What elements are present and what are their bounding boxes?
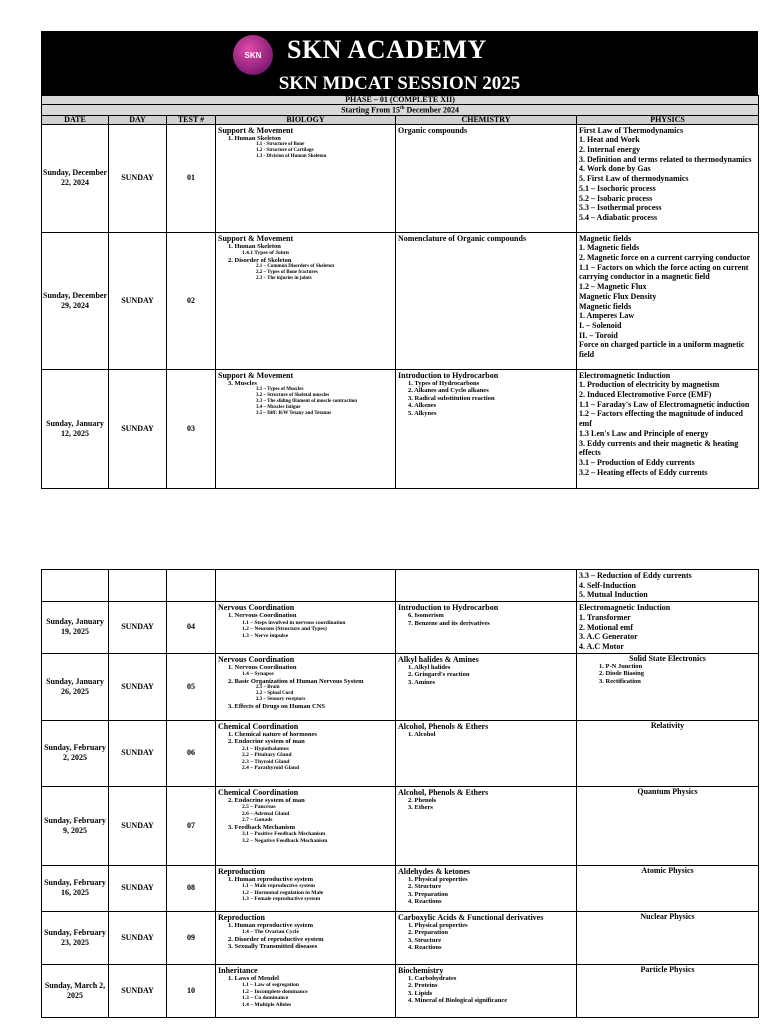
topic-line: 3. Preparation — [408, 890, 448, 898]
topic-line: 2. Preparation — [408, 929, 448, 937]
topic-line: Biochemistry — [398, 965, 444, 975]
topic-line: 1.3 Len's Law and Principle of energy — [579, 428, 709, 438]
topic-line: 3.4 – Muscles fatigue — [256, 405, 301, 411]
topic-line: 1. Magnetic fields — [579, 243, 640, 253]
topic-line: 1.1 – Faraday's Law of Electromagnetic induction — [579, 399, 750, 409]
physics-cell — [577, 720, 759, 786]
topic-line: 1. Production of electricity by magnetism — [579, 380, 720, 390]
topic-line: 1.4.1 Types of Joints — [242, 250, 290, 257]
topic-line: 1. Human Skeleton — [228, 134, 281, 142]
topic-line: 3. Rectification — [599, 677, 641, 685]
topic-line: 2. Disorder of Skeleton — [228, 256, 292, 264]
topic-line: 2. Proteins — [408, 982, 438, 990]
table-row — [42, 911, 759, 964]
topic-line: 2. Basic Organization of Human Nervous System — [228, 677, 364, 685]
topic-line: 3.5 – Diff: B/W Tetany and Tetanus — [256, 411, 332, 417]
topic-line: 2.3 – Thyroid Gland — [242, 758, 290, 765]
biology-cell — [216, 964, 396, 1017]
topic-line: 1. P-N Junction — [599, 662, 643, 670]
topic-line: 2.1 – Hypothalamus — [242, 745, 289, 752]
col-day: DAY — [109, 115, 167, 124]
topic-line: 2.2 – Types of Bone fractures — [256, 270, 318, 276]
chemistry-cell — [396, 570, 577, 602]
date-cell: Sunday, December 22, 2024 — [42, 124, 109, 232]
topic-line: 3. Feedback Mechanism — [228, 823, 295, 831]
topic-line: 5. Mutual Induction — [579, 590, 648, 600]
day-cell: SUNDAY — [109, 232, 167, 369]
topic-line: 1.3 – Co dominance — [242, 995, 289, 1002]
table-row — [42, 369, 759, 488]
day-cell: SUNDAY — [109, 602, 167, 654]
topic-line: 2. Endocrine system of man — [228, 796, 305, 804]
topic-line: 1. Physical properties — [408, 875, 468, 883]
col-test: TEST # — [167, 115, 216, 124]
topic-line: Magnetic fields — [579, 233, 632, 243]
topic-line: Force on charged particle in a uniform magnetic field — [579, 340, 745, 360]
topic-line: 1.4 – The Ovarian Cycle — [242, 929, 299, 936]
day-cell: SUNDAY — [109, 720, 167, 786]
day-cell: SUNDAY — [109, 369, 167, 488]
physics-cell — [577, 911, 759, 964]
topic-line: Nervous Coordination — [218, 654, 295, 664]
topic-line: 1.2 - Structure of Cartilage — [256, 148, 314, 154]
topic-line: Nomenclature of Organic compounds — [398, 233, 527, 243]
topic-line: 6. Isomerism — [408, 612, 444, 620]
topic-line: Alcohol, Phenols & Ethers — [398, 787, 489, 797]
chemistry-cell — [396, 786, 577, 865]
topic-line: 2. Disorder of reproductive system — [228, 935, 324, 943]
chemistry-cell — [396, 865, 577, 911]
table-row — [42, 602, 759, 654]
academy-title: SKN ACADEMY — [287, 35, 487, 64]
topic-line: Particle Physics — [640, 964, 695, 974]
topic-line: Electromagnetic Induction — [579, 603, 671, 613]
topic-line: 1. Nervous Coordination — [228, 663, 297, 671]
topic-line: 3.2 – Negative Feedback Mechanism — [242, 837, 328, 844]
topic-line: Carboxylic Acids & Functional derivatives — [398, 912, 544, 922]
test-cell: 01 — [167, 124, 216, 232]
topic-line: Atomic Physics — [641, 865, 694, 875]
test-cell: 06 — [167, 720, 216, 786]
physics-cell — [577, 602, 759, 654]
topic-line: 1. Human Skeleton — [228, 242, 281, 250]
table-row — [42, 964, 759, 1017]
topic-line: 1. Chemical nature of hormones — [228, 730, 317, 738]
topic-line: 1.3 - Division of Human Skeleton — [256, 154, 327, 160]
topic-line: Magnetic Flux Density — [579, 291, 657, 301]
session-title: SKN MDCAT SESSION 2025 — [278, 73, 521, 94]
schedule-table-1 — [41, 95, 759, 489]
topic-line: 4. A.C Motor — [579, 641, 624, 651]
day-cell: SUNDAY — [109, 865, 167, 911]
col-chemistry: CHEMISTRY — [396, 115, 577, 124]
physics-cell — [577, 232, 759, 369]
topic-line: 5.2 – Isobaric process — [579, 193, 653, 203]
physics-cell — [577, 786, 759, 865]
day-cell: SUNDAY — [109, 124, 167, 232]
table-row — [42, 124, 759, 232]
topic-line: 2.1 – Brain — [256, 685, 280, 691]
chemistry-cell — [396, 720, 577, 786]
topic-line: Organic compounds — [398, 125, 468, 135]
topic-line: Alkyl halides & Amines — [398, 654, 479, 664]
topic-line: Magnetic fields — [579, 301, 632, 311]
topic-line: Reproduction — [218, 912, 265, 922]
topic-line: 1.2 – Neurons (Structure and Types) — [242, 626, 327, 633]
topic-line: 5.1 – Isochoric process — [579, 183, 656, 193]
topic-line: 1. Human reproductive system — [228, 921, 313, 929]
topic-line: Quantum Physics — [637, 786, 698, 796]
topic-line: 5. First Law of thermodynamics — [579, 174, 689, 184]
test-cell: 08 — [167, 865, 216, 911]
topic-line: 2. Gringard's reaction — [408, 671, 470, 679]
topic-line: First Law of Thermodynamics — [579, 125, 684, 135]
topic-line: Reproduction — [218, 866, 265, 876]
test-cell: 10 — [167, 964, 216, 1017]
topic-line: 2. Endocrine system of man — [228, 738, 305, 746]
topic-line: 3.2 – Heating effects of Eddy currents — [579, 467, 708, 477]
physics-cell — [577, 570, 759, 602]
topic-line: 1.4 – Multiple Alleles — [242, 1001, 292, 1008]
biology-cell — [216, 865, 396, 911]
biology-cell — [216, 232, 396, 369]
date-cell: Sunday, February 2, 2025 — [42, 720, 109, 786]
topic-line: 1. Laws of Mendel — [228, 974, 279, 982]
topic-line: Chemical Coordination — [218, 721, 299, 731]
test-cell: 04 — [167, 602, 216, 654]
topic-line: 4. Self-Induction — [579, 580, 636, 590]
chemistry-cell — [396, 602, 577, 654]
topic-line: 1.2 – Hormonal regulation in Male — [242, 889, 324, 896]
topic-line: 2.2 – Spinal Cord — [256, 691, 294, 697]
table-row — [42, 232, 759, 369]
topic-line: 2. Alkanes and Cyclo alkanes — [408, 387, 489, 395]
topic-line: 1. Carbohydrates — [408, 974, 457, 982]
topic-line: Support & Movement — [218, 125, 294, 135]
chemistry-cell — [396, 653, 577, 720]
topic-line: Chemical Coordination — [218, 787, 299, 797]
date-cell: Sunday, February 23, 2025 — [42, 911, 109, 964]
topic-line: 5.3 – Isothermal process — [579, 203, 662, 213]
topic-line: 2.3 – Sensory receptors — [256, 697, 306, 703]
topic-line: 3. Effects of Drugs on Human CNS — [228, 703, 325, 711]
day-cell: SUNDAY — [109, 964, 167, 1017]
topic-line: 2. Internal energy — [579, 145, 641, 155]
topic-line: 1.2 – Factors effecting the magnitude of induced emf — [579, 409, 743, 429]
topic-line: 4. Alkenes — [408, 402, 437, 410]
biology-cell — [216, 570, 396, 602]
topic-line: 2. Magnetic force on a current carrying conductor — [579, 253, 751, 263]
date-cell: Sunday, March 2, 2025 — [42, 964, 109, 1017]
topic-line: 2. Motional emf — [579, 622, 633, 632]
biology-cell — [216, 911, 396, 964]
topic-line: Nuclear Physics — [640, 911, 695, 921]
topic-line: 1.1 – Male reproductive system — [242, 883, 315, 890]
academy-logo: SKN — [233, 35, 273, 75]
topic-line: 2. Structure — [408, 883, 442, 891]
topic-line: 1.1 – Steps involved in nervous coordination — [242, 619, 346, 626]
topic-line: 5. Alkynes — [408, 409, 437, 417]
col-physics: PHYSICS — [577, 115, 759, 124]
topic-line: Alcohol, Phenols & Ethers — [398, 721, 489, 731]
day-cell: SUNDAY — [109, 653, 167, 720]
chemistry-cell — [396, 369, 577, 488]
topic-line: Introduction to Hydrocarbon — [398, 370, 499, 380]
topic-line: I. – Solenoid — [579, 320, 622, 330]
topic-line: 2.7 – Gonads — [242, 817, 273, 824]
topic-line: 1. Human reproductive system — [228, 875, 313, 883]
physics-cell — [577, 369, 759, 488]
test-cell: 03 — [167, 369, 216, 488]
topic-line: 1.1 – Law of segregation — [242, 982, 299, 989]
topic-line: 1.3 – Female reproductive system — [242, 896, 321, 903]
topic-line: Electromagnetic Induction — [579, 370, 671, 380]
day-cell: SUNDAY — [109, 911, 167, 964]
topic-line: 4. Reactions — [408, 944, 442, 952]
topic-line: 3. Lipids — [408, 989, 433, 997]
schedule-table-2 — [41, 569, 759, 1018]
topic-line: 2.1 – Common Disorders of Skeleton — [256, 264, 335, 270]
date-cell: Sunday, February 9, 2025 — [42, 786, 109, 865]
topic-line: 3. Definition and terms related to thermodynamics — [579, 154, 752, 164]
biology-cell — [216, 786, 396, 865]
topic-line: 3. Ethers — [408, 804, 433, 812]
table-row — [42, 865, 759, 911]
topic-line: 2.2 – Pituitary Gland — [242, 752, 292, 759]
topic-line: 1. Amperes Law — [579, 311, 635, 321]
page-header — [41, 31, 758, 95]
topic-line: 2. Induced Electromotive Force (EMF) — [579, 390, 712, 400]
topic-line: 2.5 – Pancreas — [242, 804, 276, 811]
topic-line: 3.1 – Types of Muscles — [256, 387, 304, 393]
table-row — [42, 786, 759, 865]
chemistry-cell — [396, 124, 577, 232]
physics-cell — [577, 124, 759, 232]
topic-line: 1.1 - Structure of Bone — [256, 142, 305, 148]
topic-line: 1. Physical properties — [408, 921, 468, 929]
topic-line: 1.4 – Synapse — [242, 671, 274, 678]
biology-cell — [216, 602, 396, 654]
biology-cell — [216, 720, 396, 786]
topic-line: 4. Mineral of Biological significance — [408, 997, 508, 1005]
chemistry-cell — [396, 232, 577, 369]
topic-line: Relativity — [650, 720, 685, 730]
day-cell — [109, 570, 167, 602]
topic-line: 3.2 – Structure of Skeletal muscles — [256, 393, 330, 399]
topic-line: 7. Benzene and its derivatives — [408, 619, 490, 627]
date-cell: Sunday, February 16, 2025 — [42, 865, 109, 911]
topic-line: Support & Movement — [218, 233, 294, 243]
topic-line: 1.3 – Nerve impulse — [242, 632, 289, 639]
phase-band: PHASE – 01 (COMPLETE XII) — [42, 96, 759, 105]
test-cell: 09 — [167, 911, 216, 964]
col-date: DATE — [42, 115, 109, 124]
topic-line: 2.6 – Adrenal Gland — [242, 810, 290, 817]
day-cell: SUNDAY — [109, 786, 167, 865]
chemistry-cell — [396, 964, 577, 1017]
start-band: Starting From 15th December 2024 — [42, 105, 759, 116]
topic-line: 3. Radical substitution reaction — [408, 394, 495, 402]
topic-line: 3. Structure — [408, 936, 442, 944]
table-row — [42, 570, 759, 602]
topic-line: II. – Toroid — [579, 330, 618, 340]
topic-line: 1.1 – Factors on which the force acting on current carrying conductor in a magnetic field — [579, 262, 749, 282]
topic-line: 1. Types of Hydrocarbons — [408, 379, 480, 387]
topic-line: 1. Transformer — [579, 612, 631, 622]
topic-line: 4. Work done by Gas — [579, 164, 651, 174]
topic-line: 3. Sexually Transmitted diseases — [228, 943, 318, 951]
topic-line: Solid State Electronics — [629, 653, 706, 663]
topic-line: 1. Alkyl halides — [408, 663, 451, 671]
date-cell — [42, 570, 109, 602]
topic-line: 3.3 – Reduction of Eddy currents — [579, 571, 692, 580]
col-biology: BIOLOGY — [216, 115, 396, 124]
topic-line: 1.2 – Incomplete dominance — [242, 988, 308, 995]
topic-line: 2.4 – Parathyroid Gland — [242, 765, 300, 772]
date-cell: Sunday, January 12, 2025 — [42, 369, 109, 488]
column-header-row — [42, 115, 759, 124]
topic-line: 3. Muscles — [228, 379, 257, 387]
topic-line: Aldehydes & ketones — [398, 866, 471, 876]
topic-line: 5.4 – Adiabatic process — [579, 212, 658, 222]
date-cell: Sunday, December 29, 2024 — [42, 232, 109, 369]
topic-line: 3. Amines — [408, 678, 436, 686]
topic-line: 3. Eddy currents and their magnetic & heating effects — [579, 438, 739, 458]
topic-line: 3.1 – Positive Feedback Mechanism — [242, 831, 326, 838]
biology-cell — [216, 369, 396, 488]
test-cell: 05 — [167, 653, 216, 720]
topic-line: Nervous Coordination — [218, 603, 295, 613]
test-cell: 02 — [167, 232, 216, 369]
topic-line: 3.3 – The sliding filament of muscle contraction — [256, 399, 358, 405]
topic-line: 1. Alcohol — [408, 730, 436, 738]
topic-line: 1.2 – Magnetic Flux — [579, 282, 647, 292]
physics-cell — [577, 653, 759, 720]
table-row — [42, 720, 759, 786]
topic-line: 2. Diode Biasing — [599, 670, 644, 678]
test-cell — [167, 570, 216, 602]
topic-line: Introduction to Hydrocarbon — [398, 603, 499, 613]
topic-line: 2. Phenols — [408, 796, 437, 804]
test-cell: 07 — [167, 786, 216, 865]
topic-line: 1. Nervous Coordination — [228, 612, 297, 620]
topic-line: Support & Movement — [218, 370, 294, 380]
date-cell: Sunday, January 26, 2025 — [42, 653, 109, 720]
topic-line: 4. Reactions — [408, 898, 442, 906]
topic-line: 3. A.C Generator — [579, 632, 638, 642]
physics-cell — [577, 964, 759, 1017]
biology-cell — [216, 653, 396, 720]
date-cell: Sunday, January 19, 2025 — [42, 602, 109, 654]
chemistry-cell — [396, 911, 577, 964]
topic-line: 3.1 – Production of Eddy currents — [579, 457, 695, 467]
topic-line: Inheritance — [218, 965, 258, 975]
topic-line: 2.3 – The injuries in joints — [256, 276, 312, 282]
physics-cell — [577, 865, 759, 911]
biology-cell — [216, 124, 396, 232]
topic-line: 1. Heat and Work — [579, 135, 640, 145]
table-row — [42, 653, 759, 720]
